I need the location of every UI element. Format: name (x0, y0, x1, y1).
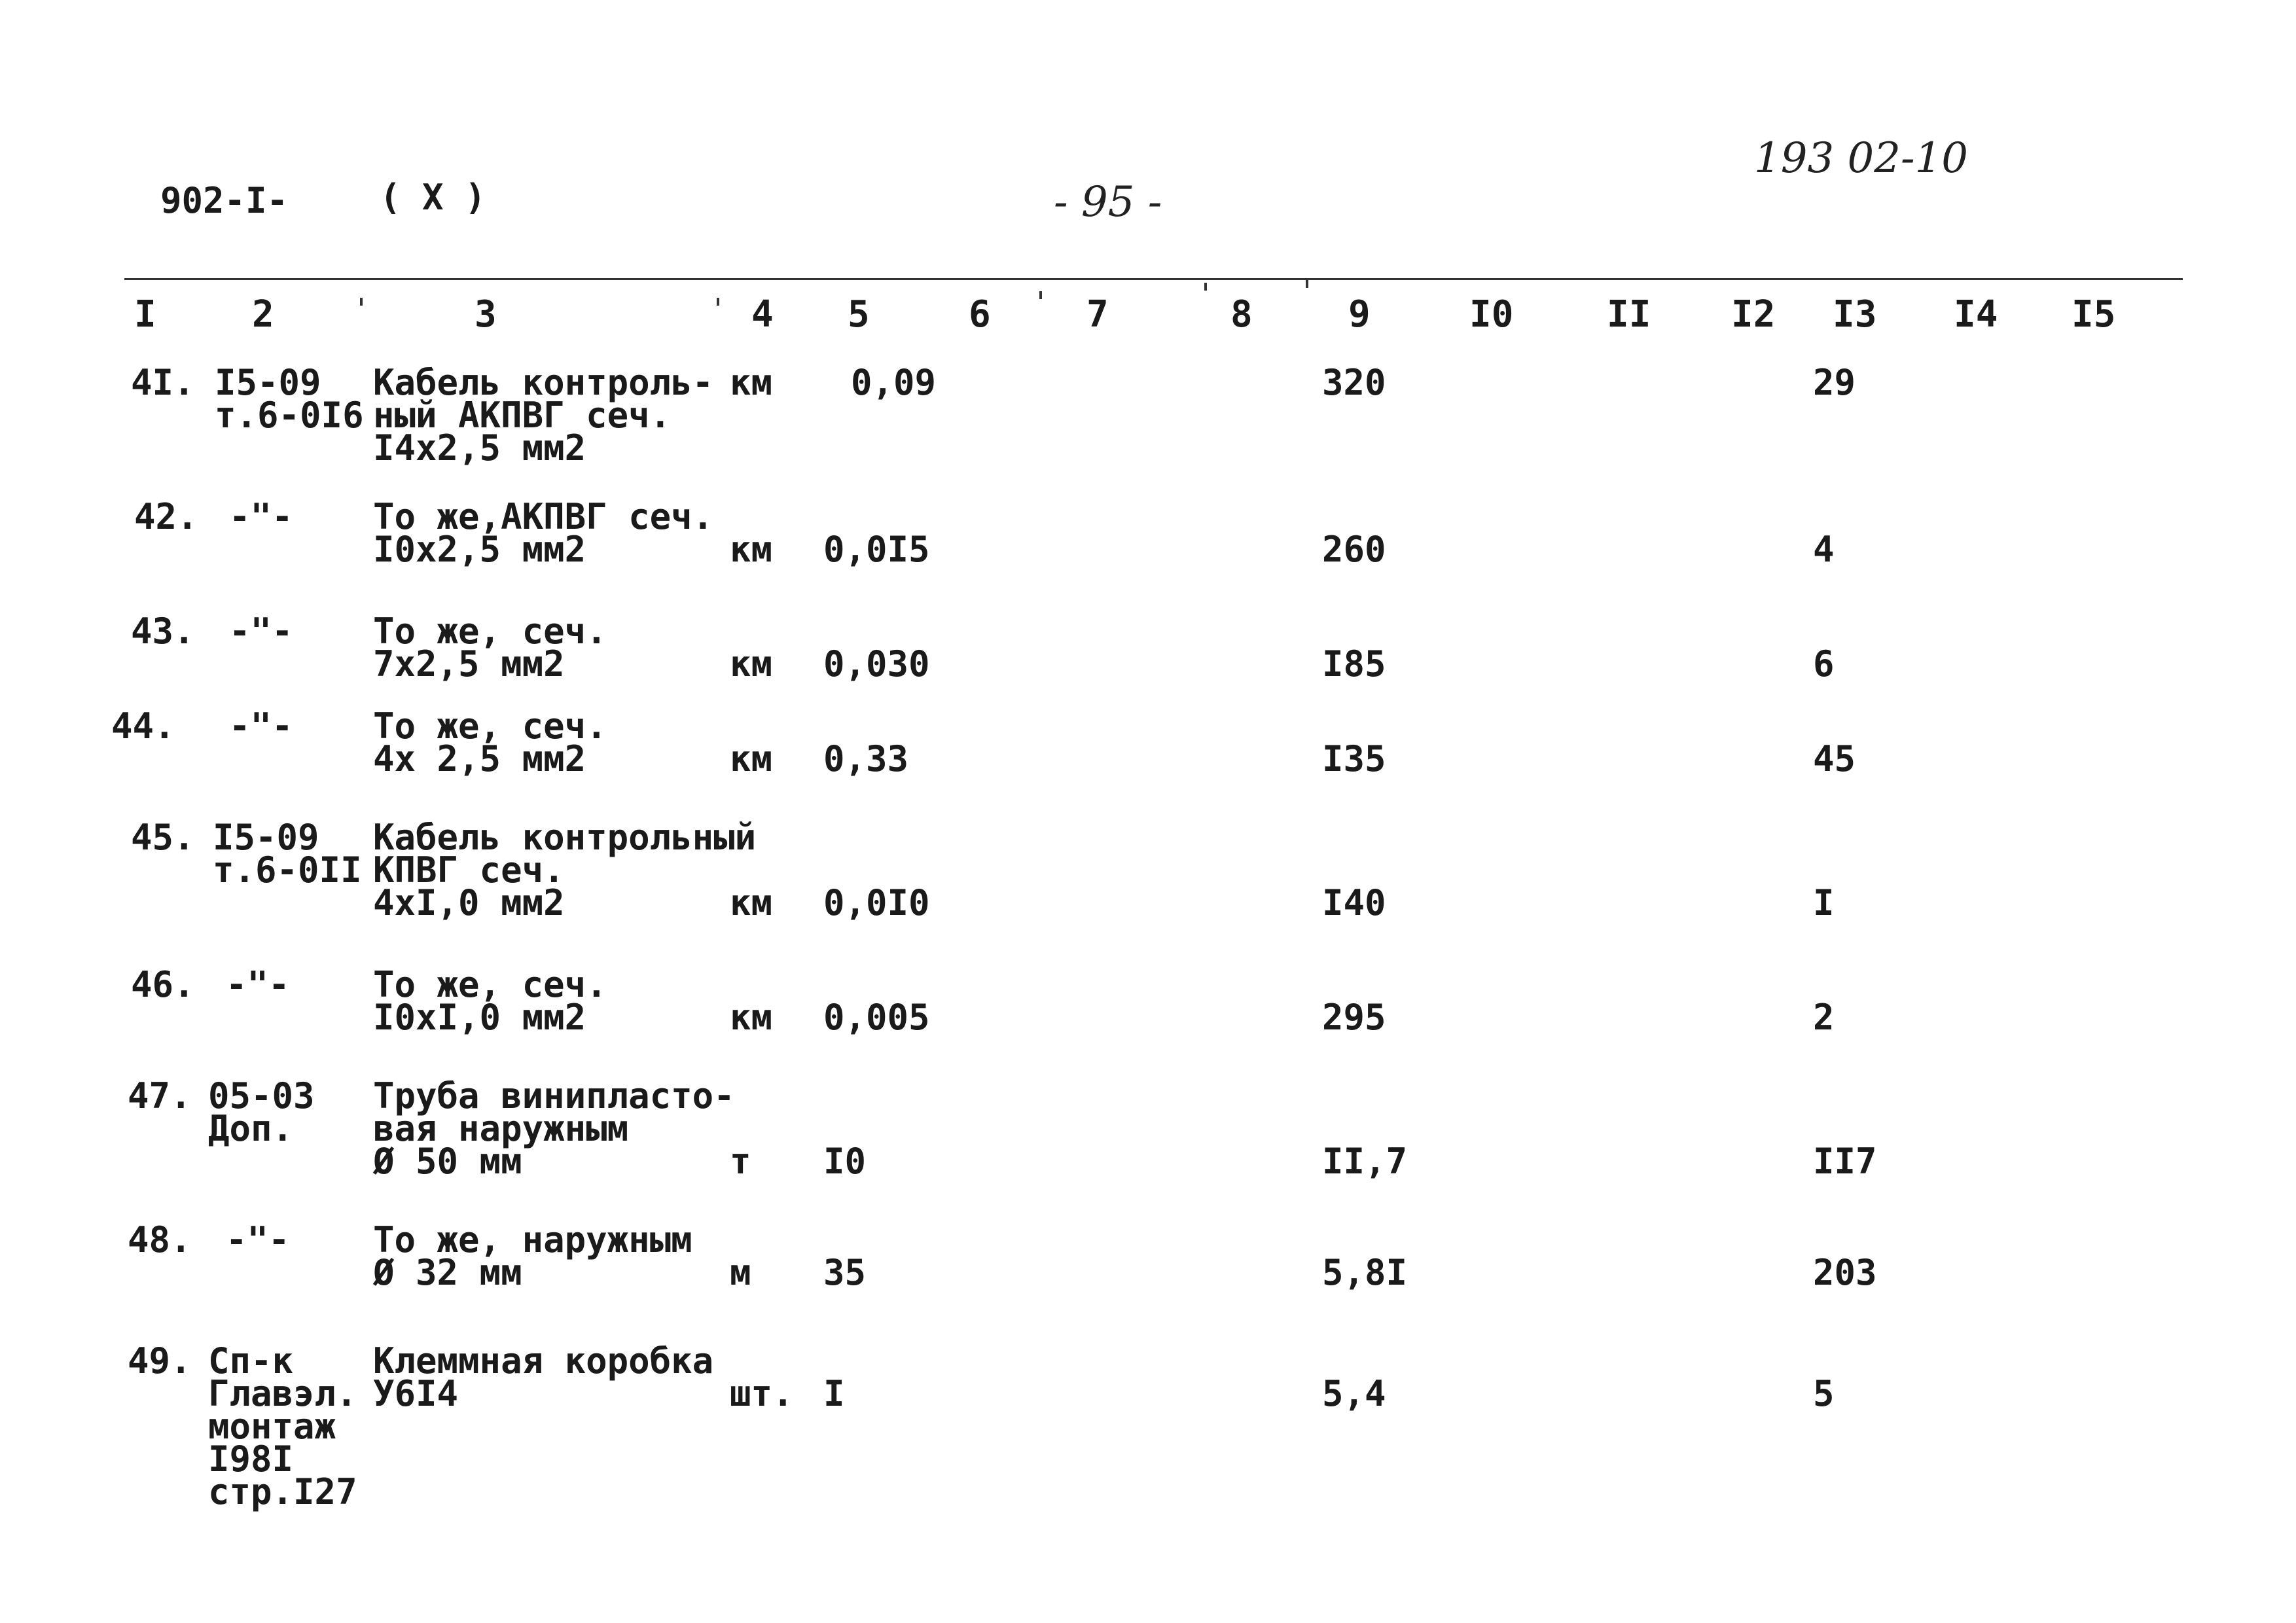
row-unit-price: I40 (1322, 882, 1386, 923)
row-code: I5-09 т.6-0II (213, 817, 362, 891)
row-unit: км (730, 738, 773, 779)
row-description: То же, сеч. 4x 2,5 мм2 (373, 705, 607, 779)
row-total: II7 (1813, 1141, 1877, 1182)
row-unit: км (730, 643, 773, 685)
row-quantity: 0,030 (823, 643, 930, 685)
row-quantity: 0,0I5 (823, 529, 930, 570)
row-unit-price: I85 (1322, 643, 1386, 685)
row-code: -"- (229, 611, 293, 652)
column-number: 3 (475, 293, 497, 336)
row-number: 47. (128, 1075, 192, 1116)
column-number: 9 (1348, 293, 1371, 336)
column-number: I0 (1469, 293, 1514, 336)
column-number: 5 (848, 293, 870, 336)
row-total: 6 (1813, 643, 1835, 685)
column-number: 6 (969, 293, 991, 336)
row-unit-price: 320 (1322, 362, 1386, 403)
row-unit-price: 5,4 (1322, 1373, 1386, 1414)
row-code: I5-09 т.6-0I6 (215, 362, 364, 436)
row-code: Сп-к Главэл. монтаж I98I стр.I27 (208, 1340, 357, 1512)
row-description: То же, сеч. I0xI,0 мм2 (373, 964, 607, 1038)
rule-tick (1306, 280, 1308, 288)
row-quantity: 0,0I0 (823, 882, 930, 923)
row-quantity: I0 (823, 1141, 867, 1182)
row-unit-price: 295 (1322, 997, 1386, 1038)
column-number: 2 (252, 293, 274, 336)
header-rule (124, 278, 2183, 280)
row-code: -"- (229, 496, 293, 537)
row-total: 2 (1813, 997, 1835, 1038)
row-number: 48. (128, 1219, 192, 1260)
row-description: Кабель контроль- ный АКПВГ сеч. I4x2,5 мм2 (373, 362, 714, 469)
row-total: 203 (1813, 1252, 1877, 1293)
row-unit: т (730, 1141, 751, 1182)
document-variant: ( X ) (380, 177, 486, 218)
column-number: I4 (1954, 293, 1998, 336)
row-unit-price: I35 (1322, 738, 1386, 779)
row-unit: м (730, 1252, 751, 1293)
row-quantity: 35 (823, 1252, 867, 1293)
row-quantity: 0,005 (823, 997, 930, 1038)
row-total: 45 (1813, 738, 1856, 779)
column-number: 8 (1230, 293, 1253, 336)
row-unit: км (730, 529, 773, 570)
page-number: - 95 - (1054, 178, 1162, 226)
row-description: Кабель контрольный КПВГ сеч. 4xI,0 мм2 (373, 817, 757, 923)
row-description: Клеммная коробка У6I4 (373, 1340, 714, 1414)
row-number: 42. (134, 496, 198, 537)
row-number: 49. (128, 1340, 192, 1382)
column-number: I3 (1833, 293, 1877, 336)
row-total: 5 (1813, 1373, 1835, 1414)
document-code: 902-I- (160, 180, 289, 221)
row-description: То же, наружным Ø 32 мм (373, 1219, 692, 1293)
rule-tick (717, 298, 719, 306)
row-code: 05-03 Доп. (208, 1075, 315, 1149)
row-code: -"- (226, 1219, 290, 1260)
row-description: То же, сеч. 7x2,5 мм2 (373, 611, 607, 685)
row-quantity: 0,33 (823, 738, 909, 779)
row-unit: км (730, 362, 773, 403)
rule-tick (1204, 283, 1207, 291)
row-unit: км (730, 882, 773, 923)
row-number: 43. (131, 611, 195, 652)
row-number: 4I. (131, 362, 195, 403)
row-total: I (1813, 882, 1835, 923)
column-number: I5 (2072, 293, 2116, 336)
column-number: 7 (1086, 293, 1109, 336)
row-code: -"- (229, 705, 293, 747)
row-unit-price: II,7 (1322, 1141, 1408, 1182)
handwritten-reference: 193 02-10 (1754, 134, 1968, 183)
rule-tick (1039, 291, 1042, 299)
row-number: 46. (131, 964, 195, 1005)
row-quantity: 0,09 (851, 362, 937, 403)
column-number: I2 (1731, 293, 1776, 336)
row-total: 29 (1813, 362, 1856, 403)
row-total: 4 (1813, 529, 1835, 570)
row-unit: шт. (730, 1373, 794, 1414)
row-unit-price: 5,8I (1322, 1252, 1408, 1293)
column-number: I (134, 293, 156, 336)
row-code: -"- (226, 964, 290, 1005)
row-unit-price: 260 (1322, 529, 1386, 570)
row-unit: км (730, 997, 773, 1038)
rule-tick (360, 298, 363, 306)
row-description: То же,АКПВГ сеч. I0x2,5 мм2 (373, 496, 714, 570)
row-quantity: I (823, 1373, 845, 1414)
column-number: 4 (751, 293, 774, 336)
column-number: II (1607, 293, 1651, 336)
row-description: Труба винипласто- вая наружным Ø 50 мм (373, 1075, 735, 1182)
row-number: 45. (131, 817, 195, 858)
row-number: 44. (111, 705, 175, 747)
